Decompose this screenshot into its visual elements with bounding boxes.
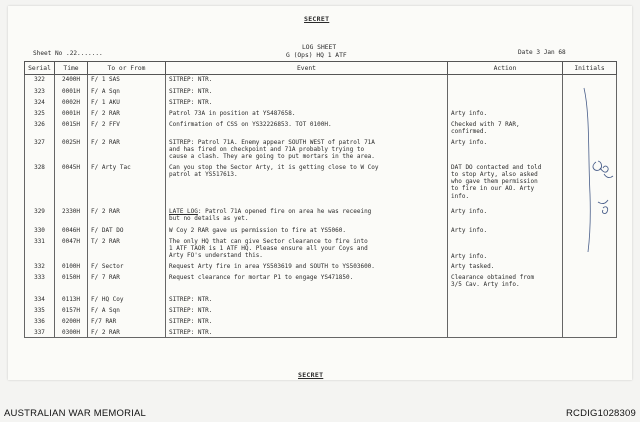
footer-archive-name: AUSTRALIAN WAR MEMORIAL <box>4 408 147 419</box>
time-cell: 0001H <box>55 109 88 120</box>
initials-cell <box>563 163 617 207</box>
from-cell: F/ 2 RAR <box>88 109 166 120</box>
from-cell: F/ Arty Tac <box>88 163 166 207</box>
serial-cell: 323 <box>25 87 55 98</box>
table-row <box>25 207 617 226</box>
serial-cell: 330 <box>25 226 55 237</box>
date-value: 3 Jan 68 <box>536 49 566 56</box>
event-cell: SITREP: NTR. <box>166 328 448 338</box>
action-cell: Arty info. <box>448 109 563 120</box>
time-cell: 0015H <box>55 120 88 138</box>
classification-top: SECRET <box>304 15 330 23</box>
col-serial: Serial <box>25 62 55 75</box>
from-cell: F/ HQ Coy <box>88 295 166 306</box>
log-table-header <box>25 62 617 75</box>
from-cell: F/ A Sqn <box>88 306 166 317</box>
event-cell: SITREP: NTR. <box>166 317 448 328</box>
serial-cell: 332 <box>25 262 55 273</box>
col-time: Time <box>55 62 88 75</box>
table-row <box>25 109 617 120</box>
event-cell: SITREP: NTR. <box>166 75 448 87</box>
initials-cell <box>563 317 617 328</box>
time-cell: 0001H <box>55 87 88 98</box>
table-row <box>25 295 617 306</box>
date-label: Date <box>518 49 533 56</box>
event-cell: The only HQ that can give Sector clearance to fire into 1 ATF TAOR is 1 ATF HQ. Please ensure all your Coys and Arty FO's understand this. <box>166 237 448 262</box>
sheet-number <box>33 50 103 57</box>
event-cell: Patrol 73A in position at YS487658. <box>166 109 448 120</box>
time-cell: 0025H <box>55 138 88 163</box>
col-event: Event <box>166 62 448 75</box>
serial-cell: 324 <box>25 98 55 109</box>
action-cell: Checked with 7 RAR, confirmed. <box>448 120 563 138</box>
time-cell: 0002H <box>55 98 88 109</box>
initials-cell <box>563 207 617 226</box>
initials-cell <box>563 75 617 87</box>
sheet-value: .22....... <box>66 50 103 57</box>
table-row <box>25 328 617 338</box>
table-row <box>25 120 617 138</box>
time-cell: 0300H <box>55 328 88 338</box>
from-cell: F/ 7 RAR <box>88 273 166 295</box>
action-cell <box>448 75 563 87</box>
time-cell: 2330H <box>55 207 88 226</box>
table-row <box>25 306 617 317</box>
event-cell: SITREP: Patrol 71A. Enemy appear SOUTH WEST of patrol 71A and has fired on checkpoint and 71A probably trying to cause a clash. They are going to put mortars in the area. <box>166 138 448 163</box>
time-cell: 0157H <box>55 306 88 317</box>
event-cell <box>166 207 448 226</box>
action-cell: Arty info. <box>448 226 563 237</box>
col-to-or-from: To or From <box>88 62 166 75</box>
event-cell: Request Arty fire in area YS503619 and SOUTH to YS503600. <box>166 262 448 273</box>
sheet-label: Sheet No <box>33 50 63 57</box>
time-cell: 0046H <box>55 226 88 237</box>
log-title: LOG SHEET <box>302 44 337 51</box>
serial-cell: 331 <box>25 237 55 262</box>
from-cell: F/ DAT DO <box>88 226 166 237</box>
event-cell: Request clearance for mortar P1 to engage YS471850. <box>166 273 448 295</box>
footer-record-id: RCDIG1028309 <box>566 408 636 419</box>
col-action: Action <box>448 62 563 75</box>
initials-cell <box>563 138 617 163</box>
serial-cell: 334 <box>25 295 55 306</box>
initials-cell <box>563 120 617 138</box>
table-row <box>25 75 617 87</box>
from-cell: F/ 2 RAR <box>88 207 166 226</box>
action-cell <box>448 328 563 338</box>
from-cell: T/ 2 RAR <box>88 237 166 262</box>
serial-cell: 337 <box>25 328 55 338</box>
table-row <box>25 317 617 328</box>
event-cell: SITREP: NTR. <box>166 295 448 306</box>
event-cell: Can you stop the Sector Arty, it is getting close to W Coy patrol at YS517613. <box>166 163 448 207</box>
from-cell: F/ A Sqn <box>88 87 166 98</box>
classification-bottom: SECRET <box>298 371 324 379</box>
date-field <box>518 49 566 56</box>
serial-cell: 333 <box>25 273 55 295</box>
time-cell: 0113H <box>55 295 88 306</box>
serial-cell: 336 <box>25 317 55 328</box>
event-cell: Confirmation of CSS on YS32226853. TOT 0100H. <box>166 120 448 138</box>
time-cell: 0200H <box>55 317 88 328</box>
event-text: : Patrol 71A opened fire on area he was receeing but no details as yet. <box>169 207 372 222</box>
initials-cell <box>563 87 617 98</box>
initials-cell <box>563 98 617 109</box>
col-initials: Initials <box>563 62 617 75</box>
initials-cell <box>563 273 617 295</box>
serial-cell: 325 <box>25 109 55 120</box>
initials-cell <box>563 262 617 273</box>
from-cell: F/ 1 SAS <box>88 75 166 87</box>
initials-cell <box>563 109 617 120</box>
action-cell: Arty info. <box>448 207 563 226</box>
serial-cell: 322 <box>25 75 55 87</box>
table-row <box>25 87 617 98</box>
action-cell: DAT DO contacted and told to stop Arty, also asked who gave them permission to fire in our AO. Arty info. <box>448 163 563 207</box>
from-cell: F/ 1 AKU <box>88 98 166 109</box>
table-row <box>25 98 617 109</box>
from-cell: F/ 2 RAR <box>88 138 166 163</box>
log-table <box>24 61 617 338</box>
event-cell: SITREP: NTR. <box>166 306 448 317</box>
time-cell: 0047H <box>55 237 88 262</box>
serial-cell: 335 <box>25 306 55 317</box>
action-cell <box>448 87 563 98</box>
time-cell: 0150H <box>55 273 88 295</box>
serial-cell: 329 <box>25 207 55 226</box>
event-cell: SITREP: NTR. <box>166 98 448 109</box>
event-cell: SITREP: NTR. <box>166 87 448 98</box>
action-cell <box>448 98 563 109</box>
action-cell <box>448 317 563 328</box>
initials-cell <box>563 226 617 237</box>
from-cell: F/7 RAR <box>88 317 166 328</box>
action-cell <box>448 306 563 317</box>
action-cell: Clearance obtained from 3/5 Cav. Arty info. <box>448 273 563 295</box>
from-cell: F/ 2 RAR <box>88 328 166 338</box>
from-cell: F/ Sector <box>88 262 166 273</box>
event-cell: W Coy 2 RAR gave us permission to fire at YS5060. <box>166 226 448 237</box>
serial-cell: 328 <box>25 163 55 207</box>
action-cell: Arty tasked. <box>448 262 563 273</box>
action-cell <box>448 295 563 306</box>
table-row <box>25 226 617 237</box>
table-row <box>25 273 617 295</box>
unit-title: G (Ops) HQ 1 ATF <box>286 52 347 59</box>
initials-cell <box>563 237 617 262</box>
late-log-label: LATE LOG <box>169 207 198 215</box>
action-cell: Arty info. <box>448 237 563 262</box>
initials-cell <box>563 328 617 338</box>
initials-cell <box>563 295 617 306</box>
serial-cell: 326 <box>25 120 55 138</box>
serial-cell: 327 <box>25 138 55 163</box>
table-row <box>25 237 617 262</box>
time-cell: 0045H <box>55 163 88 207</box>
table-row <box>25 262 617 273</box>
from-cell: F/ 2 FFV <box>88 120 166 138</box>
table-row <box>25 138 617 163</box>
action-cell: Arty info. <box>448 138 563 163</box>
time-cell: 0100H <box>55 262 88 273</box>
initials-cell <box>563 306 617 317</box>
time-cell: 2400H <box>55 75 88 87</box>
table-row <box>25 163 617 207</box>
